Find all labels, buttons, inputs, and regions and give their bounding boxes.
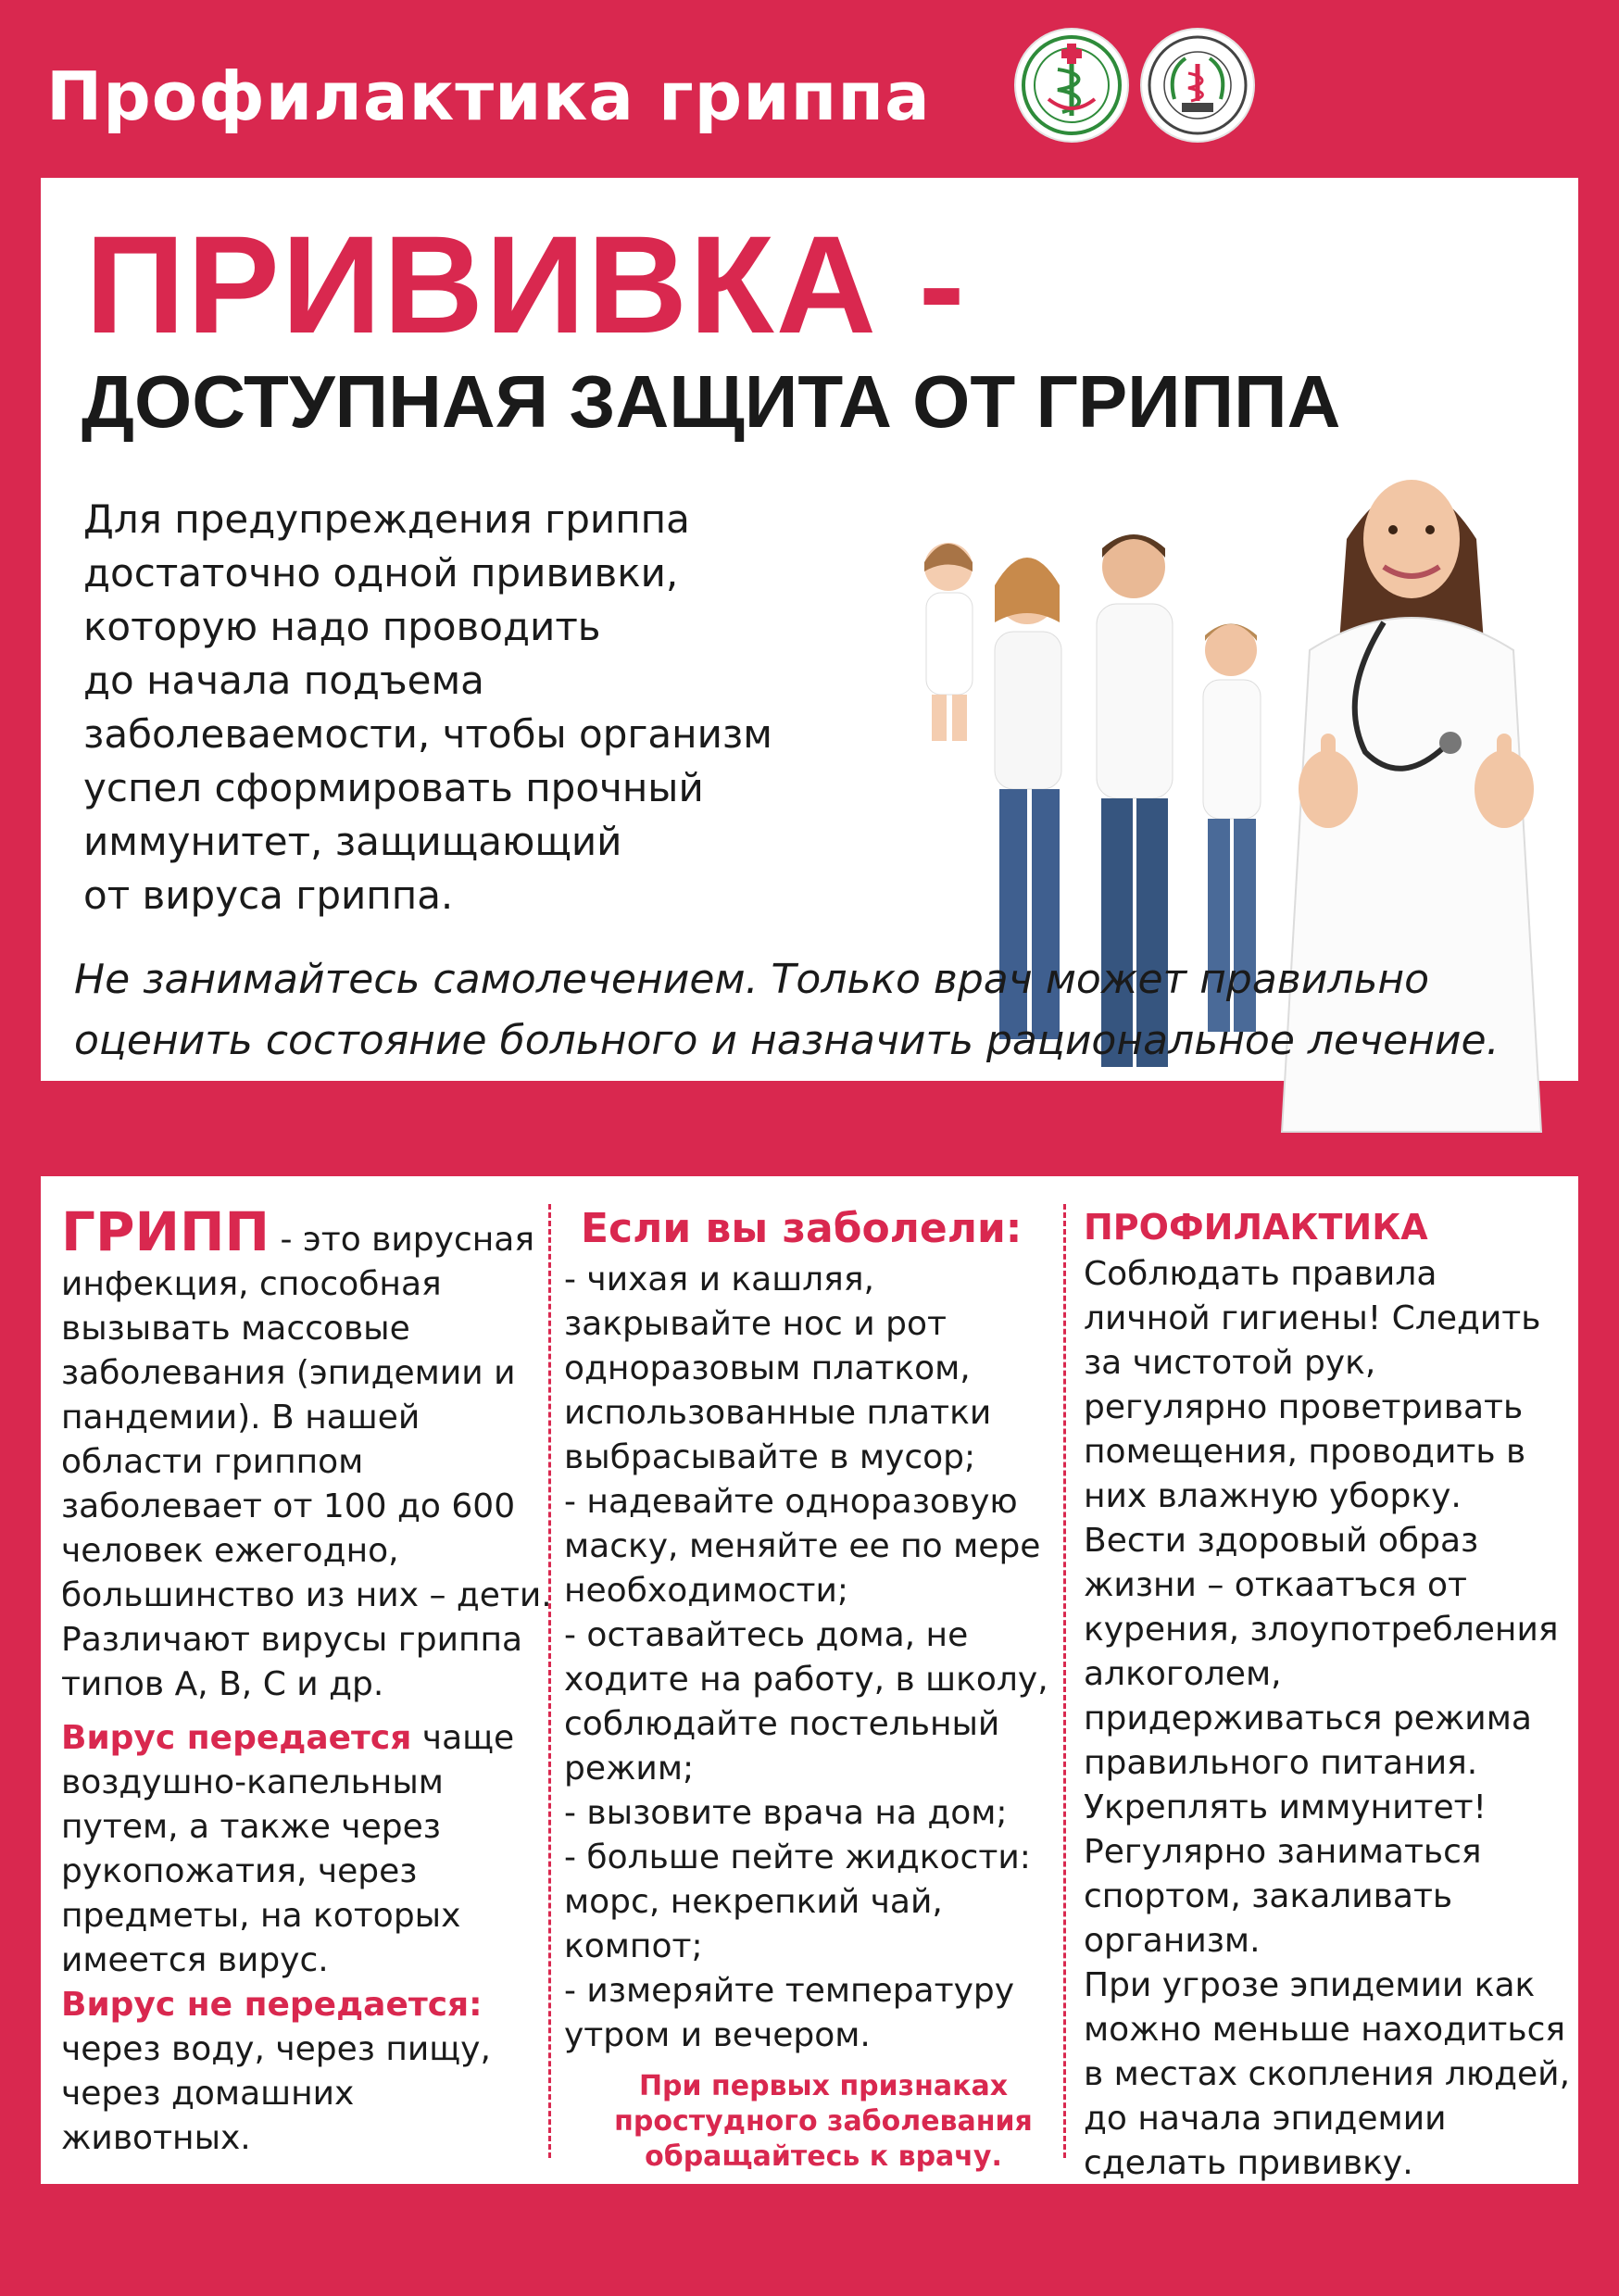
intro-line: иммунитет, защищающий: [83, 819, 622, 864]
prevention-center-logo: [1140, 28, 1255, 143]
medical-emblem-icon: [1021, 34, 1123, 136]
prevention-line: можно меньше находиться: [1084, 2011, 1566, 2049]
if-sick-heading: Если вы заболели:: [581, 1205, 1023, 1252]
prevention-line: курения, злоупотребления: [1084, 1611, 1559, 1649]
medical-center-emblem-icon: [1147, 34, 1249, 136]
intro-line: которую надо проводить: [83, 604, 601, 649]
warning-line: Не занимайтесь самолечением. Только врач может правильно: [74, 956, 1430, 1003]
flu-info-line: типов А, В, С и др.: [61, 1665, 384, 1703]
flu-info-line: человек ежегодно,: [61, 1532, 399, 1570]
flu-info-line: заболевания (эпидемии и: [61, 1354, 516, 1392]
prevention-line: правильного питания.: [1084, 1744, 1478, 1782]
see-doctor-note-line: обращайтесь к врачу.: [645, 2140, 1002, 2173]
if-sick-line: - измеряйте температуру: [564, 1972, 1015, 2010]
if-sick-line: маску, меняйте ее по мере: [564, 1527, 1041, 1565]
if-sick-line: одноразовым платком,: [564, 1349, 971, 1387]
prevention-line: спортом, закаливать: [1084, 1877, 1453, 1915]
see-doctor-note-line: простудного заболевания: [614, 2105, 1033, 2138]
intro-line: успел сформировать прочный: [83, 765, 704, 810]
if-sick-line: закрывайте нос и рот: [564, 1305, 947, 1343]
prevention-line: за чистотой рук,: [1084, 1344, 1376, 1382]
if-sick-line: необходимости;: [564, 1572, 849, 1610]
transmission-label: Вирус передается: [61, 1719, 412, 1757]
prevention-line: сделать прививку.: [1084, 2144, 1413, 2182]
if-sick-line: - надевайте одноразовую: [564, 1483, 1018, 1521]
intro-text: [83, 493, 861, 922]
if-sick-line: морс, некрепкий чай,: [564, 1883, 943, 1921]
top-panel: [41, 178, 1578, 1081]
info-panel: [41, 1176, 1578, 2184]
transmission-line: путем, а также через: [61, 1808, 441, 1846]
flu-info-line: вызывать массовые: [61, 1310, 410, 1348]
flu-info-line: области гриппом: [61, 1443, 364, 1481]
flu-info-line: Различают вирусы гриппа: [61, 1621, 523, 1659]
prevention-line: Вести здоровый образ: [1084, 1522, 1479, 1560]
prevention-line: до начала эпидемии: [1084, 2100, 1447, 2138]
prevention-line: в местах скопления людей,: [1084, 2055, 1571, 2093]
warning-line: оценить состояние больного и назначить рациональное лечение.: [74, 1017, 1500, 1064]
intro-line: достаточно одной прививки,: [83, 550, 679, 596]
self-treatment-warning: [74, 949, 1556, 1072]
no-transmission-line: через воду, через пищу,: [61, 2030, 491, 2068]
if-sick-line: ходите на работу, в школу,: [564, 1661, 1048, 1699]
flu-info-column: [61, 1200, 561, 2161]
intro-line: до начала подъема: [83, 658, 484, 703]
prevention-line: жизни – откаатъся от: [1084, 1566, 1467, 1604]
prevention-line: Регулярно заниматься: [1084, 1833, 1482, 1871]
flu-term: ГРИПП: [61, 1200, 270, 1263]
no-transmission-line: через домашних: [61, 2075, 355, 2113]
flu-definition-start: - это вирусная: [270, 1221, 534, 1259]
transmission-line: предметы, на которых: [61, 1897, 461, 1935]
prevention-heading: ПРОФИЛАКТИКА: [1084, 1207, 1428, 1248]
if-sick-line: - больше пейте жидкости:: [564, 1838, 1031, 1876]
prevention-line: придерживаться режима: [1084, 1700, 1532, 1738]
if-sick-line: режим;: [564, 1750, 695, 1788]
see-doctor-note: [564, 2069, 1083, 2175]
if-sick-line: - вызовите врача на дом;: [564, 1794, 1008, 1832]
prevention-line: регулярно проветривать: [1084, 1388, 1524, 1426]
prevention-line: организм.: [1084, 1922, 1261, 1960]
headline-primary: ПРИВИВКА -: [85, 207, 967, 362]
prevention-line: алкоголем,: [1084, 1655, 1282, 1693]
flu-info-line: пандемии). В нашей: [61, 1399, 420, 1437]
see-doctor-note-line: При первых признаках: [638, 2070, 1009, 2102]
prevention-column: [1084, 1204, 1571, 2186]
flu-info-line: большинство из них – дети.: [61, 1576, 552, 1614]
flu-definition-first-line: [61, 1200, 561, 1263]
no-transmission-label: Вирус не передается:: [61, 1986, 483, 2024]
if-sick-line: - чихая и кашляя,: [564, 1261, 874, 1299]
prevention-line: личной гигиены! Следить: [1084, 1299, 1541, 1337]
flu-info-line: инфекция, способная: [61, 1265, 442, 1303]
if-sick-column: [564, 1204, 1083, 2175]
if-sick-line: выбрасывайте в мусор;: [564, 1438, 976, 1476]
logo-group: [1014, 28, 1255, 143]
page-title: Профилактика гриппа: [46, 57, 931, 135]
intro-line: от вируса гриппа.: [83, 872, 454, 918]
if-sick-line: - оставайтесь дома, не: [564, 1616, 969, 1654]
if-sick-line: соблюдайте постельный: [564, 1705, 1000, 1743]
prevention-line: помещения, проводить в: [1084, 1433, 1526, 1471]
prevention-line: них влажную уборку.: [1084, 1477, 1462, 1515]
health-ministry-logo: [1014, 28, 1129, 143]
flu-info-line: заболевает от 100 до 600: [61, 1487, 516, 1525]
transmission-line: имеется вирус.: [61, 1941, 329, 1979]
transmission-rest: чаще: [411, 1719, 515, 1757]
prevention-line: При угрозе эпидемии как: [1084, 1966, 1536, 2004]
intro-line: заболеваемости, чтобы организм: [83, 711, 772, 757]
transmission-line: воздушно-капельным: [61, 1763, 444, 1801]
if-sick-line: утром и вечером.: [564, 2016, 871, 2054]
no-transmission-line: животных.: [61, 2119, 251, 2157]
prevention-line: Укреплять иммунитет!: [1084, 1788, 1487, 1826]
if-sick-line: использованные платки: [564, 1394, 992, 1432]
prevention-line: Соблюдать правила: [1084, 1255, 1437, 1293]
intro-line: Для предупреждения гриппа: [83, 496, 690, 542]
headline-secondary: ДОСТУПНАЯ ЗАЩИТА ОТ ГРИППА: [82, 360, 1341, 443]
if-sick-line: компот;: [564, 1927, 703, 1965]
transmission-first-line: [61, 1716, 561, 1761]
transmission-line: рукопожатия, через: [61, 1852, 418, 1890]
